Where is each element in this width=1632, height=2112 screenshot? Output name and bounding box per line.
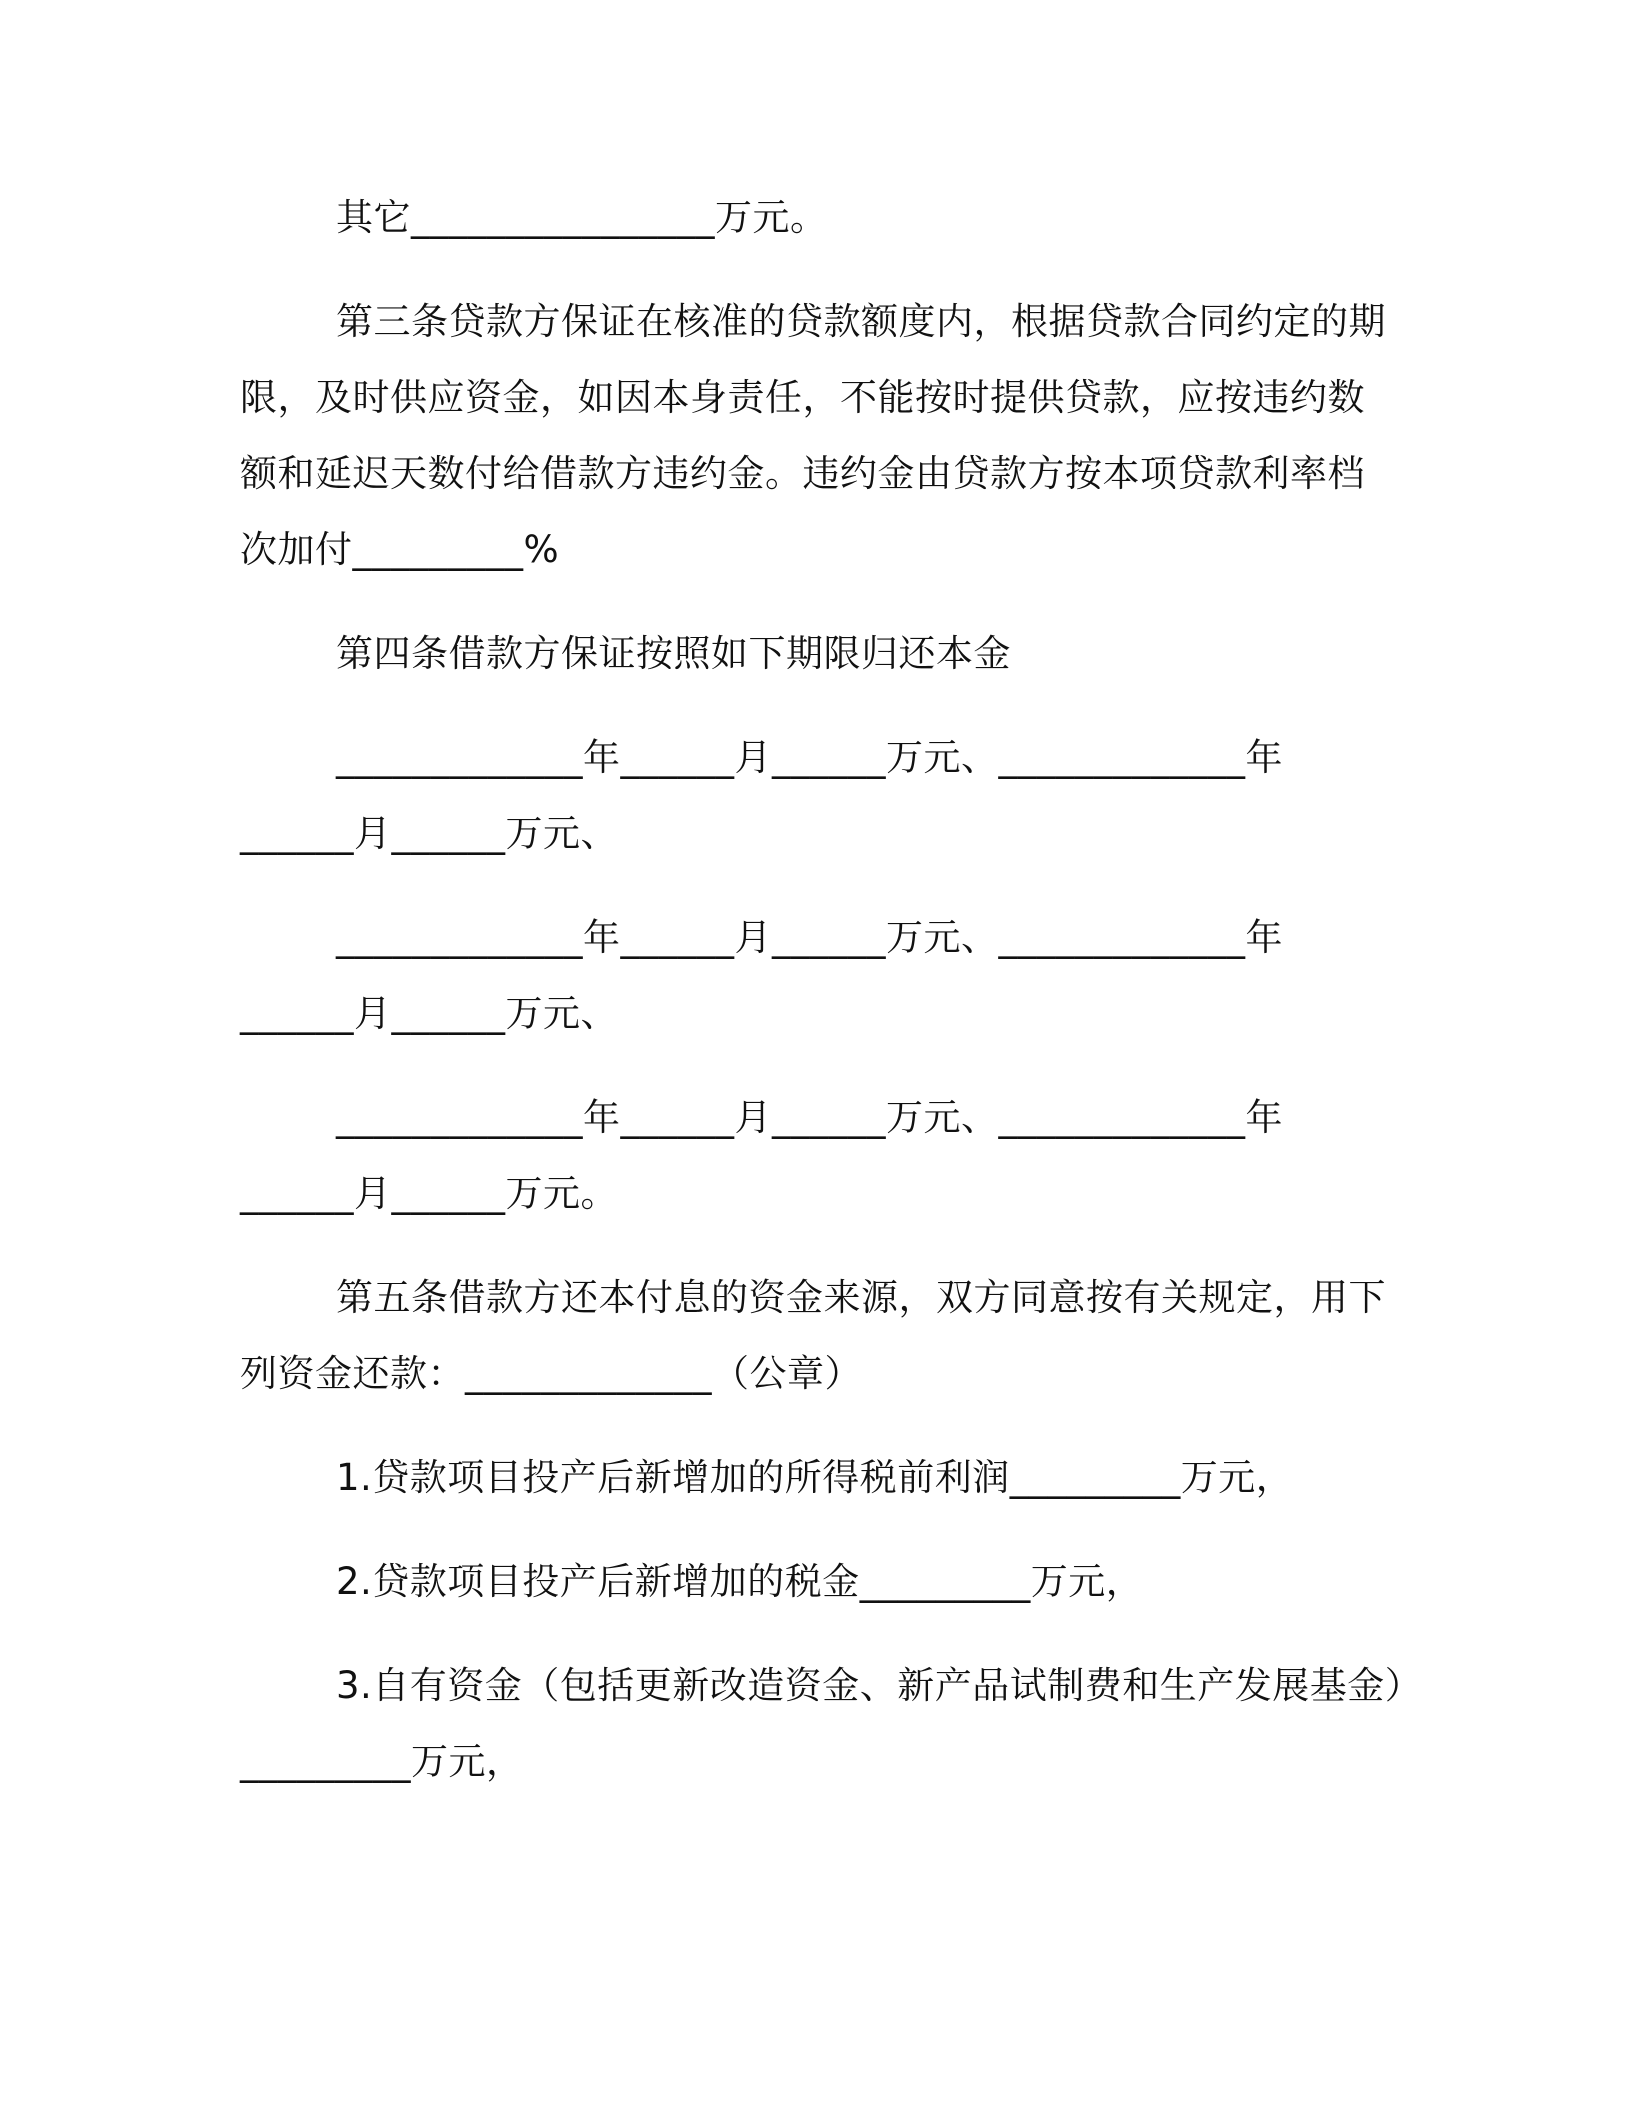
text-line-article-4: 第四条借款方保证按照如下期限归还本金 bbox=[336, 632, 1011, 675]
text-line: 列资金还款：_____________（公章） bbox=[240, 1352, 862, 1395]
text-line-article-3: 第三条贷款方保证在核准的贷款额度内，根据贷款合同约定的期 bbox=[336, 300, 1386, 343]
text-line: 次加付_________% bbox=[240, 528, 560, 571]
list-item-3: 3.自有资金（包括更新改造资金、新产品试制费和生产发展基金） bbox=[336, 1664, 1423, 1707]
list-item-2: 2.贷款项目投产后新增加的税金_________万元， bbox=[336, 1560, 1144, 1603]
text-line-article-5: 第五条借款方还本付息的资金来源，双方同意按有关规定，用下 bbox=[336, 1276, 1386, 1319]
text-line: 限，及时供应资金，如因本身责任，不能按时提供贷款，应按违约数 bbox=[240, 376, 1365, 419]
text-line: ______月______万元、 bbox=[240, 812, 618, 855]
text-line: _________万元， bbox=[240, 1740, 524, 1783]
text-line-repayment-schedule: _____________年______月______万元、_____________年 bbox=[336, 1096, 1283, 1139]
text-line-other-amount: 其它________________万元。 bbox=[336, 196, 828, 239]
list-item-1: 1.贷款项目投产后新增加的所得税前利润_________万元， bbox=[336, 1456, 1294, 1499]
text-line-repayment-schedule: _____________年______月______万元、_____________年 bbox=[336, 736, 1283, 779]
text-line: ______月______万元、 bbox=[240, 992, 618, 1035]
text-line: ______月______万元。 bbox=[240, 1172, 618, 1215]
text-line-repayment-schedule: _____________年______月______万元、_____________年 bbox=[336, 916, 1283, 959]
text-line: 额和延迟天数付给借款方违约金。违约金由贷款方按本项贷款利率档 bbox=[240, 452, 1365, 495]
